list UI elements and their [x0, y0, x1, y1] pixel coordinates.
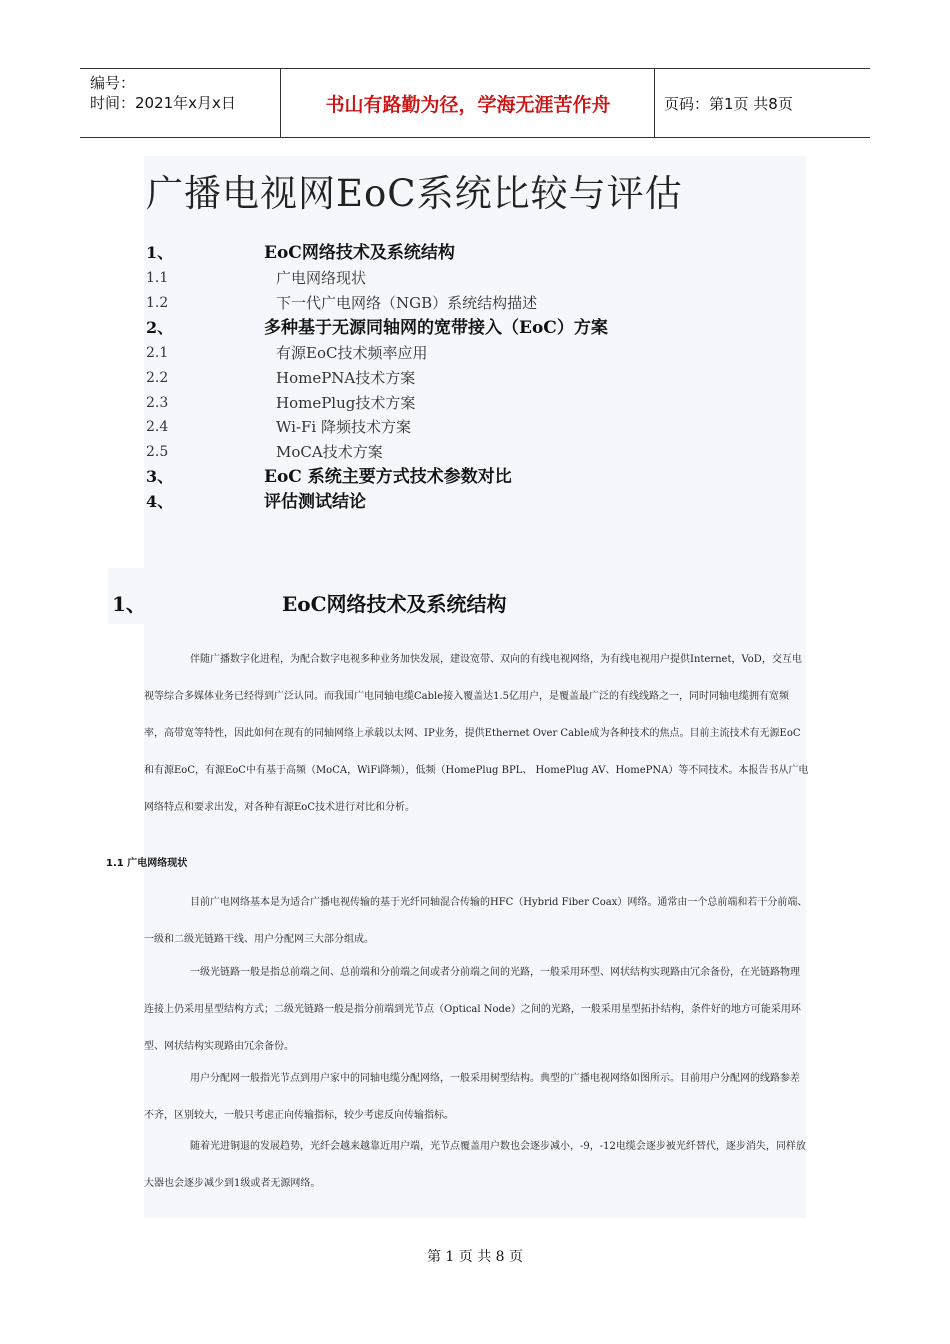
toc-label: HomePNA技术方案: [276, 369, 416, 387]
header-page-info: 页码：第1页 共8页: [664, 94, 793, 113]
toc-label: MoCA技术方案: [276, 443, 383, 461]
body-paragraph: [144, 641, 809, 826]
body-paragraph: [144, 954, 809, 1065]
paragraph: 随着光进铜退的发展趋势，光纤会越来越靠近用户端，光节点覆盖用户数也会逐步减小，-9，-12电缆会逐步被光纤替代，逐步消失，同样放大器也会逐步减少到1级或者无源网络。: [144, 1141, 806, 1189]
document-title: 广播电视网EoC系统比较与评估: [146, 172, 683, 215]
toc-label: 有源EoC技术频率应用: [276, 344, 428, 362]
toc-number: 2、: [146, 318, 174, 337]
subsection-heading: 1.1 广电网络现状: [106, 858, 188, 869]
page-header: [80, 68, 870, 138]
toc-label: EoC网络技术及系统结构: [264, 243, 455, 263]
toc-label: Wi-Fi 降频技术方案: [276, 418, 411, 436]
paragraph: 用户分配网一般指光节点到用户家中的同轴电缆分配网络，一般采用树型结构。典型的广播电视网络如图所示。目前用户分配网的线路参差不齐，区别较大，一般只考虑正向传输指标，较少考虑反向传输指标。: [144, 1073, 800, 1121]
section-number: 1、: [112, 592, 146, 616]
toc-label: EoC 系统主要方式技术参数对比: [264, 467, 512, 487]
toc-number: 1、: [146, 243, 174, 262]
toc-number: 2.1: [146, 345, 169, 361]
header-divider: [654, 69, 655, 137]
toc-number: 2.2: [146, 370, 169, 386]
body-paragraph: [144, 1060, 809, 1134]
section-title: EoC网络技术及系统结构: [282, 592, 507, 616]
header-meta: [90, 73, 236, 113]
body-paragraph: [144, 884, 809, 958]
paragraph: 一级光链路一般是指总前端之间、总前端和分前端之间或者分前端之间的光路，一般采用环型、网状结构实现路由冗余备份，在光链路物理连接上仍采用星型结构方式；二级光链路一般是指分前端到光节点（Optical Node）之间的光路，一般采用星型拓扑结构，条件好的地方可能采用环型、网状结构实现路由冗余备份。: [144, 967, 801, 1052]
toc-number: 1.1: [146, 270, 169, 286]
toc-label: 广电网络现状: [276, 269, 367, 287]
toc-number: 4、: [146, 492, 174, 511]
header-divider: [280, 69, 281, 137]
body-paragraph: [144, 1128, 809, 1202]
page-footer: 第 1 页 共 8 页: [426, 1249, 524, 1265]
toc-label: 多种基于无源同轴网的宽带接入（EoC）方案: [264, 318, 608, 338]
header-motto: 书山有路勤为径，学海无涯苦作舟: [325, 93, 611, 116]
toc-label: 评估测试结论: [264, 492, 366, 512]
toc-number: 2.4: [146, 419, 169, 435]
intro-paragraph: 伴随广播数字化进程，为配合数字电视多种业务加快发展，建设宽带、双向的有线电视网络，为有线电视用户提供Internet，VoD，交互电视等综合多媒体业务已经得到广泛认同。而我国广电同轴电缆Cable接入覆盖达1.5亿用户，是覆盖最广泛的有线线路之一，同时同轴电缆拥有宽频率，高带宽等特性，因此如何在现有的同轴网络上承载以太网、IP业务，提供Ethernet Over Cable成为各种技术的焦点。目前主流技术有无源EoC和有源EoC，有源EoC中有基于高频（MoCA，WiFi降频），低频（HomePlug BPL、 HomePlug AV、HomePNA）等不同技术。本报告书从广电网络特点和要求出发，对各种有源EoC技术进行对比和分析。: [144, 654, 809, 813]
toc-number: 2.3: [146, 395, 169, 411]
toc-label: 下一代广电网络（NGB）系统结构描述: [276, 294, 538, 312]
doc-date: 时间：2021年x月x日: [90, 94, 236, 112]
toc-panel: [144, 156, 806, 568]
toc-number: 2.5: [146, 444, 169, 460]
paragraph: 目前广电网络基本是为适合广播电视传输的基于光纤同轴混合传输的HFC（Hybrid Fiber Coax）网络。通常由一个总前端和若干分前端、一级和二级光链路干线、用户分配网三大部分组成。: [144, 897, 808, 945]
toc-label: HomePlug技术方案: [276, 394, 416, 412]
toc-number: 3、: [146, 467, 174, 486]
toc-number: 1.2: [146, 295, 169, 311]
doc-code: 编号：: [90, 74, 136, 92]
